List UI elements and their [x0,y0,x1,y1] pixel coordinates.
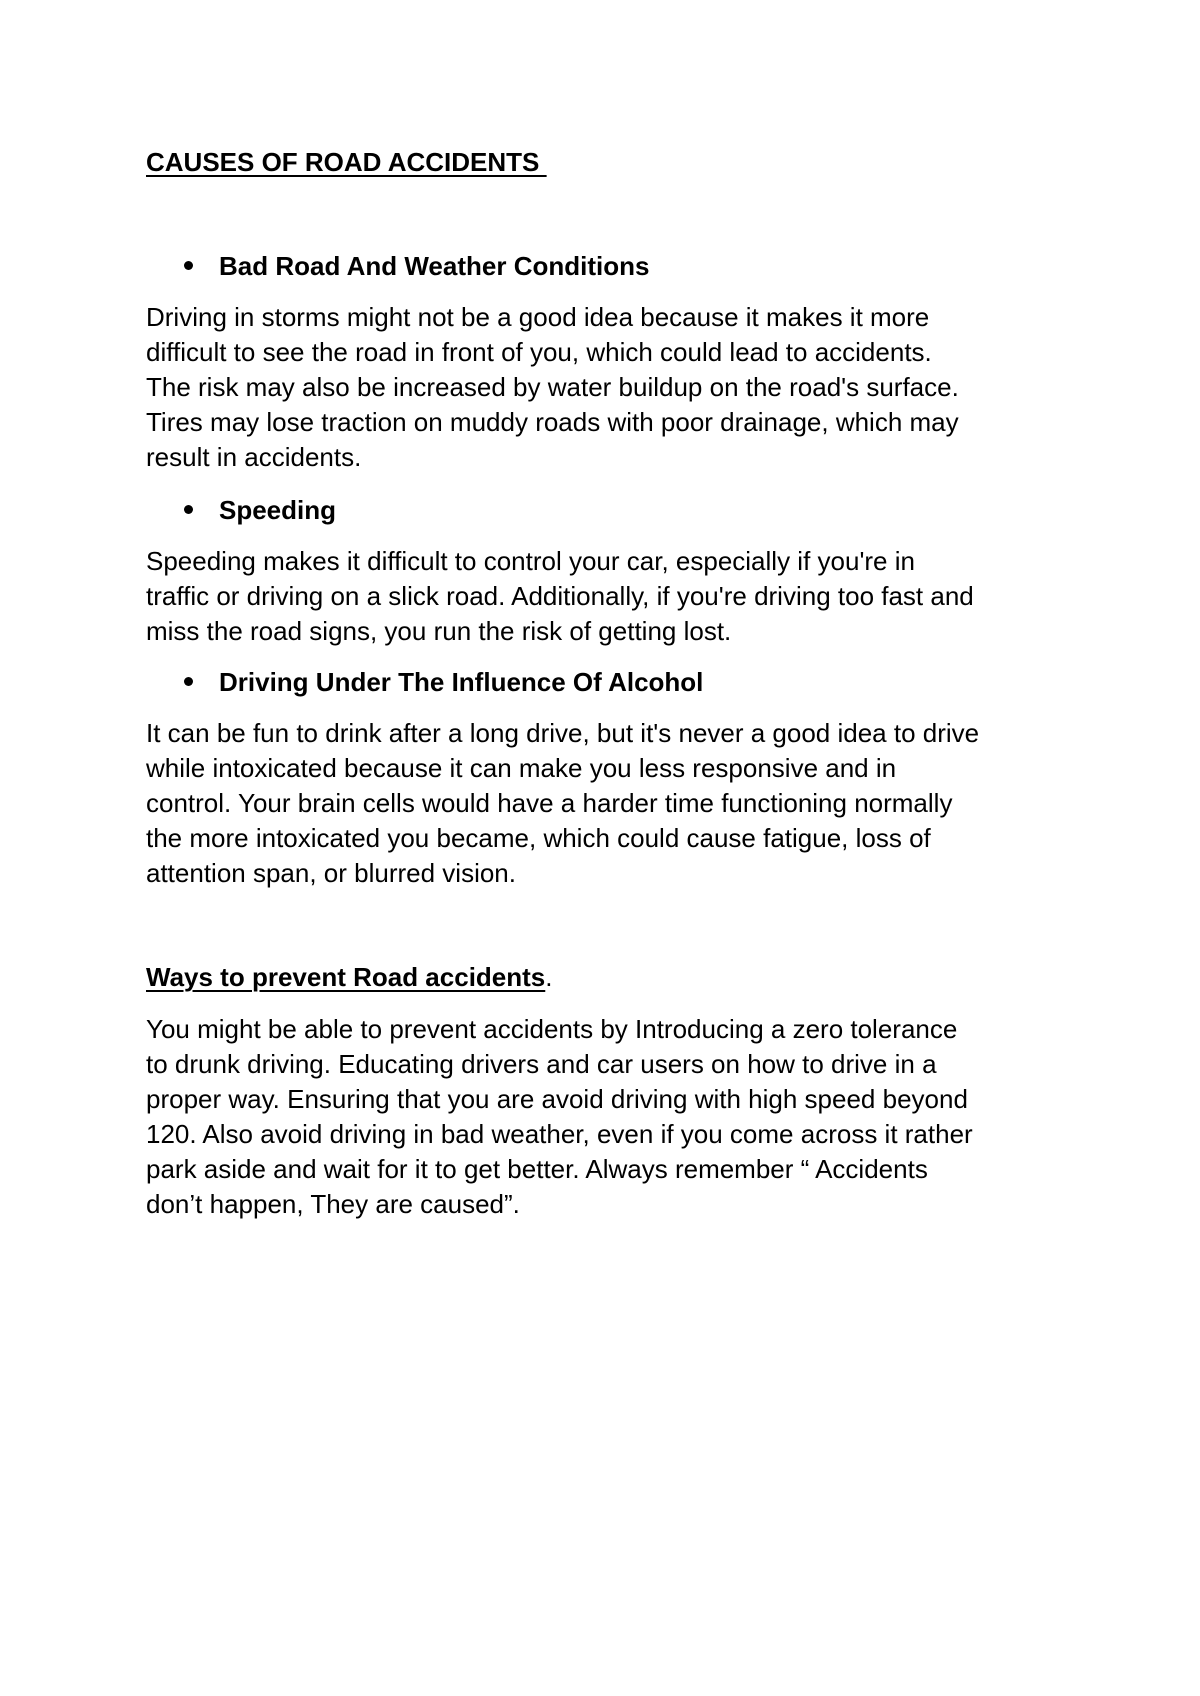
paragraph-line: park aside and wait for it to get better. Always remember “ Accidents [146,1154,928,1184]
prevention-heading [146,960,553,994]
paragraph-line: control. Your brain cells would have a harder time functioning normally [146,788,953,818]
paragraph-line: Tires may lose traction on muddy roads with poor drainage, which may [146,407,959,437]
section-paragraph-alcohol [146,716,1076,891]
document-title: CAUSES OF ROAD ACCIDENTS [146,147,547,177]
prevention-heading-period: . [545,962,553,992]
section-heading-text: Bad Road And Weather Conditions [219,251,650,281]
paragraph-line: the more intoxicated you became, which could cause fatigue, loss of [146,823,931,853]
paragraph-line: attention span, or blurred vision. [146,858,516,888]
section-heading-text: Speeding [219,495,337,525]
section-paragraph-speeding [146,544,1076,649]
bullet-icon [184,677,193,686]
paragraph-line: It can be fun to drink after a long drive, but it's never a good idea to drive [146,718,980,748]
paragraph-line: to drunk driving. Educating drivers and car users on how to drive in a [146,1049,937,1079]
paragraph-line: result in accidents. [146,442,362,472]
section-heading-text: Driving Under The Influence Of Alcohol [219,667,704,697]
paragraph-line: The risk may also be increased by water buildup on the road's surface. [146,372,959,402]
prevention-paragraph [146,1012,1076,1222]
prevention-heading-text: Ways to prevent Road accidents [146,962,546,992]
paragraph-line: miss the road signs, you run the risk of getting lost. [146,616,732,646]
bullet-icon [184,261,193,270]
paragraph-line: proper way. Ensuring that you are avoid driving with high speed beyond [146,1084,968,1114]
paragraph-line: difficult to see the road in front of you, which could lead to accidents. [146,337,932,367]
paragraph-line: don’t happen, They are caused”. [146,1189,520,1219]
paragraph-line: You might be able to prevent accidents by Introducing a zero tolerance [146,1014,958,1044]
paragraph-line: while intoxicated because it can make you less responsive and in [146,753,897,783]
paragraph-line: Driving in storms might not be a good idea because it makes it more [146,302,930,332]
section-paragraph-bad-road-weather [146,300,1076,475]
paragraph-line: traffic or driving on a slick road. Additionally, if you're driving too fast and [146,581,974,611]
paragraph-line: 120. Also avoid driving in bad weather, even if you come across it rather [146,1119,973,1149]
bullet-icon [184,505,193,514]
paragraph-line: Speeding makes it difficult to control your car, especially if you're in [146,546,915,576]
